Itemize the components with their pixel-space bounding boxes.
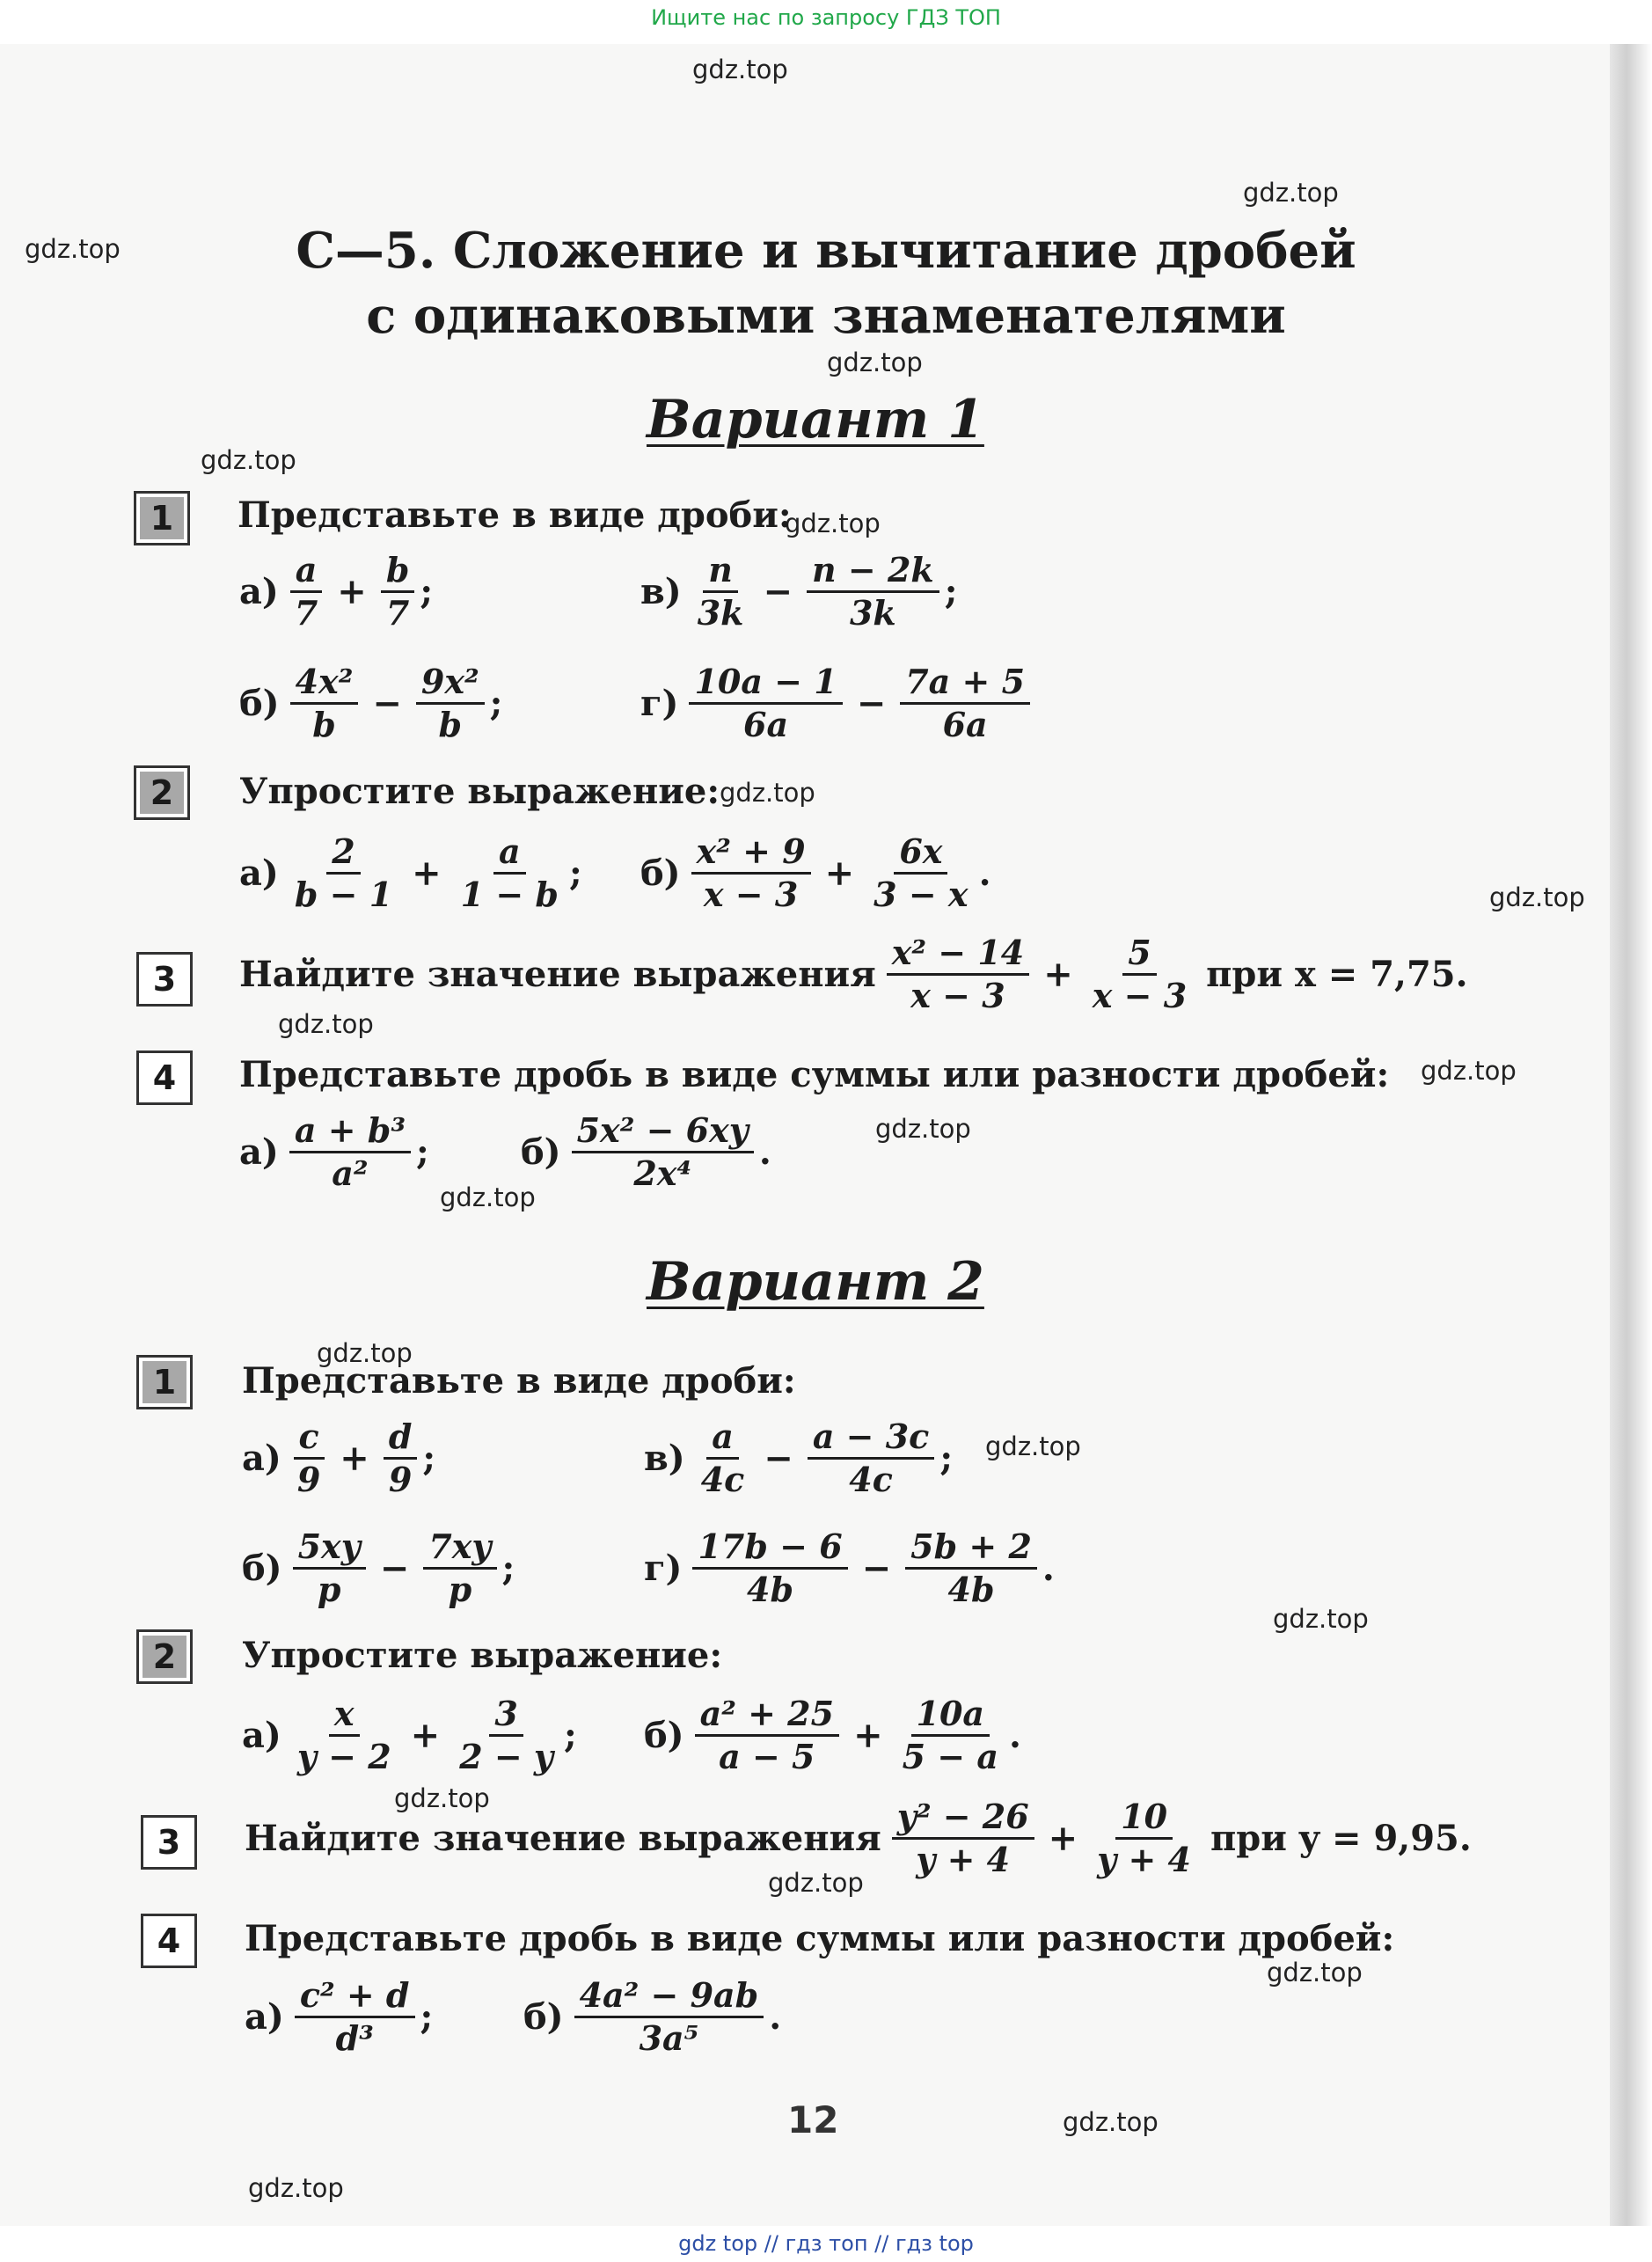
denominator: 6a	[942, 705, 988, 744]
fraction	[1087, 933, 1192, 1016]
denominator: b	[312, 705, 336, 744]
task-number-badge: 2	[136, 1629, 193, 1684]
fraction	[289, 1110, 411, 1194]
operator: −	[379, 1548, 410, 1589]
item-label: в)	[644, 1438, 685, 1479]
numerator: n	[703, 550, 738, 593]
fraction	[295, 1975, 415, 2059]
watermark: gdz.top	[785, 509, 881, 538]
item-label: б)	[242, 1548, 282, 1589]
denominator: 4c	[700, 1460, 745, 1499]
denominator: y + 4	[1097, 1840, 1191, 1879]
task-text: Найдите значение выражения	[245, 1818, 881, 1859]
numerator: 17b − 6	[692, 1526, 847, 1570]
expression-item	[245, 1975, 433, 2059]
expression-item	[239, 831, 582, 915]
task-number-badge: 4	[136, 1050, 193, 1105]
expression-item	[239, 550, 433, 633]
task-text: Найдите значение выражения	[239, 954, 876, 995]
expression-item	[640, 662, 1035, 745]
watermark: gdz.top	[248, 2173, 344, 2203]
punctuation: ;	[564, 1715, 577, 1756]
denominator: a²	[332, 1153, 369, 1193]
fraction	[384, 1416, 418, 1500]
watermark: gdz.top	[278, 1009, 374, 1039]
denominator: 4b	[747, 1570, 794, 1609]
denominator: x − 3	[910, 976, 1005, 1015]
expression-item	[640, 831, 991, 915]
fraction	[807, 550, 939, 633]
numerator: 4a² − 9ab	[574, 1975, 764, 2018]
task-number-badge: 3	[136, 952, 193, 1007]
section-title-line2: с одинаковыми знаменателями	[366, 287, 1286, 345]
fraction	[456, 831, 564, 915]
numerator: c² + d	[295, 1975, 415, 2018]
numerator: 3	[489, 1694, 523, 1737]
punctuation: ;	[415, 1131, 429, 1173]
watermark: gdz.top	[1063, 2107, 1159, 2137]
task-number-badge: 4	[141, 1914, 197, 1968]
top-banner[interactable]: Ищите нас по запросу ГДЗ ТОП	[651, 5, 1001, 30]
fraction	[692, 550, 749, 633]
item-label: б)	[239, 683, 280, 724]
expression-item	[239, 933, 1477, 1016]
item-label: а)	[242, 1715, 281, 1756]
numerator: 9x²	[416, 662, 485, 705]
expression-item	[521, 1110, 771, 1194]
fraction	[887, 933, 1029, 1016]
denominator: 3k	[697, 593, 744, 633]
punctuation: .	[978, 853, 991, 894]
numerator: 4x²	[290, 662, 359, 705]
expression-item	[644, 1416, 953, 1500]
operator: +	[1043, 954, 1073, 995]
watermark: gdz.top	[692, 55, 788, 84]
denominator: 2x⁴	[633, 1153, 692, 1193]
numerator: x² − 14	[887, 933, 1029, 976]
numerator: b	[381, 550, 415, 593]
task-number-badge: 2	[134, 765, 190, 820]
denominator: 3a⁵	[639, 2018, 699, 2058]
operator: −	[861, 1548, 892, 1589]
task-number-badge: 3	[141, 1815, 197, 1870]
denominator: 9	[388, 1460, 413, 1499]
punctuation: ;	[422, 1438, 436, 1479]
item-label: а)	[245, 1996, 284, 2038]
denominator: y + 4	[916, 1840, 1011, 1879]
punctuation: ;	[420, 571, 434, 612]
expression-item	[644, 1694, 1021, 1777]
denominator: d³	[335, 2018, 374, 2058]
task-text: Представьте дробь в виде суммы или разности дробей:	[239, 1054, 1390, 1095]
operator: +	[853, 1715, 883, 1756]
watermark: gdz.top	[317, 1338, 413, 1368]
task-text: Упростите выражение:	[239, 771, 720, 812]
fraction	[808, 1416, 935, 1500]
operator: +	[337, 571, 367, 612]
punctuation: .	[758, 1131, 771, 1173]
punctuation: ;	[489, 683, 503, 724]
numerator: a	[290, 550, 323, 593]
fraction	[691, 831, 811, 915]
denominator: p	[448, 1570, 472, 1609]
denominator: p	[317, 1570, 341, 1609]
operator: +	[824, 853, 855, 894]
operator: +	[340, 1438, 369, 1479]
variant-1-heading: Вариант 1	[647, 389, 984, 450]
fraction	[381, 550, 415, 633]
numerator: 5xy	[293, 1526, 366, 1570]
operator: +	[1048, 1818, 1078, 1859]
numerator: n − 2k	[807, 550, 939, 593]
item-label: б)	[640, 853, 681, 894]
denominator: 7	[294, 593, 318, 633]
operator: −	[764, 1438, 793, 1479]
punctuation: .	[1042, 1548, 1055, 1589]
bottom-banner[interactable]: gdz top // гдз топ // гдз top	[678, 2231, 974, 2256]
numerator: 6x	[894, 831, 947, 875]
operator: −	[763, 571, 793, 612]
denominator: 6a	[743, 705, 789, 744]
denominator: 2 − y	[459, 1737, 554, 1776]
item-label: а)	[239, 853, 279, 894]
task-text: Представьте дробь в виде суммы или разности дробей:	[245, 1918, 1395, 1959]
denominator: 4c	[849, 1460, 893, 1499]
numerator: 10a − 1	[689, 662, 842, 705]
denominator: x − 3	[703, 875, 799, 914]
item-label: б)	[644, 1715, 684, 1756]
watermark: gdz.top	[827, 348, 923, 377]
numerator: a² + 25	[695, 1694, 839, 1737]
fraction	[416, 662, 485, 745]
fraction	[892, 1797, 1034, 1880]
punctuation: ;	[944, 571, 958, 612]
task-text: Представьте в виде дроби:	[238, 494, 792, 536]
numerator: 5x² − 6xy	[572, 1110, 754, 1153]
denominator: a − 5	[719, 1737, 815, 1776]
fraction	[289, 831, 398, 915]
item-label: г)	[644, 1548, 683, 1589]
watermark: gdz.top	[1267, 1958, 1363, 1987]
watermark: gdz.top	[875, 1114, 971, 1144]
denominator: 9	[296, 1460, 321, 1499]
numerator: 10	[1115, 1797, 1173, 1840]
fraction	[905, 1526, 1037, 1610]
expression-item	[242, 1526, 515, 1610]
fraction	[423, 1526, 496, 1610]
expression-item	[644, 1526, 1055, 1610]
item-label: а)	[239, 1131, 279, 1173]
operator: −	[856, 683, 887, 724]
denominator: x − 3	[1092, 976, 1188, 1015]
watermark: gdz.top	[1489, 882, 1585, 912]
expression-item	[242, 1694, 577, 1777]
numerator: 5b + 2	[905, 1526, 1037, 1570]
numerator: d	[384, 1416, 418, 1460]
item-label: а)	[239, 571, 279, 612]
expression-item	[242, 1416, 435, 1500]
watermark: gdz.top	[440, 1182, 536, 1212]
numerator: x² + 9	[691, 831, 811, 875]
punctuation: .	[769, 1996, 782, 2038]
watermark: gdz.top	[720, 778, 815, 808]
fraction	[692, 1526, 847, 1610]
punctuation: .	[1008, 1715, 1021, 1756]
task-number-badge: 1	[136, 1355, 193, 1409]
watermark: gdz.top	[25, 234, 121, 264]
watermark: gdz.top	[985, 1431, 1081, 1461]
expression-item	[239, 1110, 429, 1194]
watermark: gdz.top	[768, 1868, 864, 1898]
fraction	[454, 1694, 559, 1777]
condition: при y = 9,95.	[1210, 1818, 1472, 1859]
numerator: a + b³	[289, 1110, 411, 1153]
fraction	[292, 1694, 397, 1777]
expression-item	[523, 1975, 781, 2059]
denominator: y − 2	[296, 1737, 391, 1776]
fraction	[574, 1975, 764, 2059]
fraction	[689, 662, 842, 745]
expression-item	[239, 662, 502, 745]
page-edge-shadow	[1610, 44, 1652, 2226]
item-label: б)	[521, 1131, 561, 1173]
item-label: г)	[640, 683, 679, 724]
denominator: b − 1	[294, 875, 393, 914]
denominator: b	[438, 705, 463, 744]
denominator: 3k	[849, 593, 896, 633]
watermark: gdz.top	[1273, 1604, 1369, 1634]
numerator: a	[706, 1416, 739, 1460]
item-label: в)	[640, 571, 682, 612]
item-label: а)	[242, 1438, 281, 1479]
denominator: 4b	[947, 1570, 995, 1609]
denominator: 7	[385, 593, 410, 633]
task-text: Представьте в виде дроби:	[242, 1360, 796, 1402]
numerator: a	[493, 831, 526, 875]
denominator: 1 − b	[460, 875, 559, 914]
numerator: x	[329, 1694, 360, 1737]
fraction	[868, 831, 973, 915]
fraction	[696, 1416, 750, 1500]
fraction	[292, 1416, 325, 1500]
item-label: б)	[523, 1996, 564, 2038]
numerator: 7a + 5	[900, 662, 1030, 705]
numerator: 2	[326, 831, 360, 875]
denominator: 5 − a	[902, 1737, 998, 1776]
numerator: c	[294, 1416, 325, 1460]
fraction	[289, 550, 323, 633]
numerator: y² − 26	[892, 1797, 1034, 1840]
expression-item	[640, 550, 957, 633]
punctuation: ;	[939, 1438, 954, 1479]
watermark: gdz.top	[1243, 178, 1339, 208]
condition: при x = 7,75.	[1206, 954, 1468, 995]
numerator: 7xy	[423, 1526, 496, 1570]
numerator: 10a	[911, 1694, 990, 1737]
task-number-badge: 1	[134, 491, 190, 545]
expression-item	[245, 1797, 1480, 1880]
punctuation: ;	[420, 1996, 434, 2038]
fraction	[572, 1110, 754, 1194]
watermark: gdz.top	[394, 1783, 490, 1813]
operator: −	[372, 683, 402, 724]
watermark: gdz.top	[201, 445, 296, 475]
punctuation: ;	[568, 853, 582, 894]
fraction	[290, 662, 359, 745]
fraction	[897, 1694, 1004, 1777]
operator: +	[412, 853, 442, 894]
denominator: 3 − x	[874, 875, 969, 914]
section-title-line1: С—5. Сложение и вычитание дробей	[296, 222, 1356, 280]
punctuation: ;	[501, 1548, 515, 1589]
fraction	[695, 1694, 839, 1777]
fraction	[293, 1526, 366, 1610]
watermark: gdz.top	[1421, 1056, 1517, 1086]
numerator: a − 3c	[808, 1416, 935, 1460]
page-number: 12	[787, 2098, 839, 2141]
fraction	[1092, 1797, 1196, 1880]
fraction	[900, 662, 1030, 745]
operator: +	[410, 1715, 441, 1756]
numerator: 5	[1122, 933, 1156, 976]
variant-2-heading: Вариант 2	[647, 1251, 984, 1313]
task-text: Упростите выражение:	[242, 1635, 723, 1676]
